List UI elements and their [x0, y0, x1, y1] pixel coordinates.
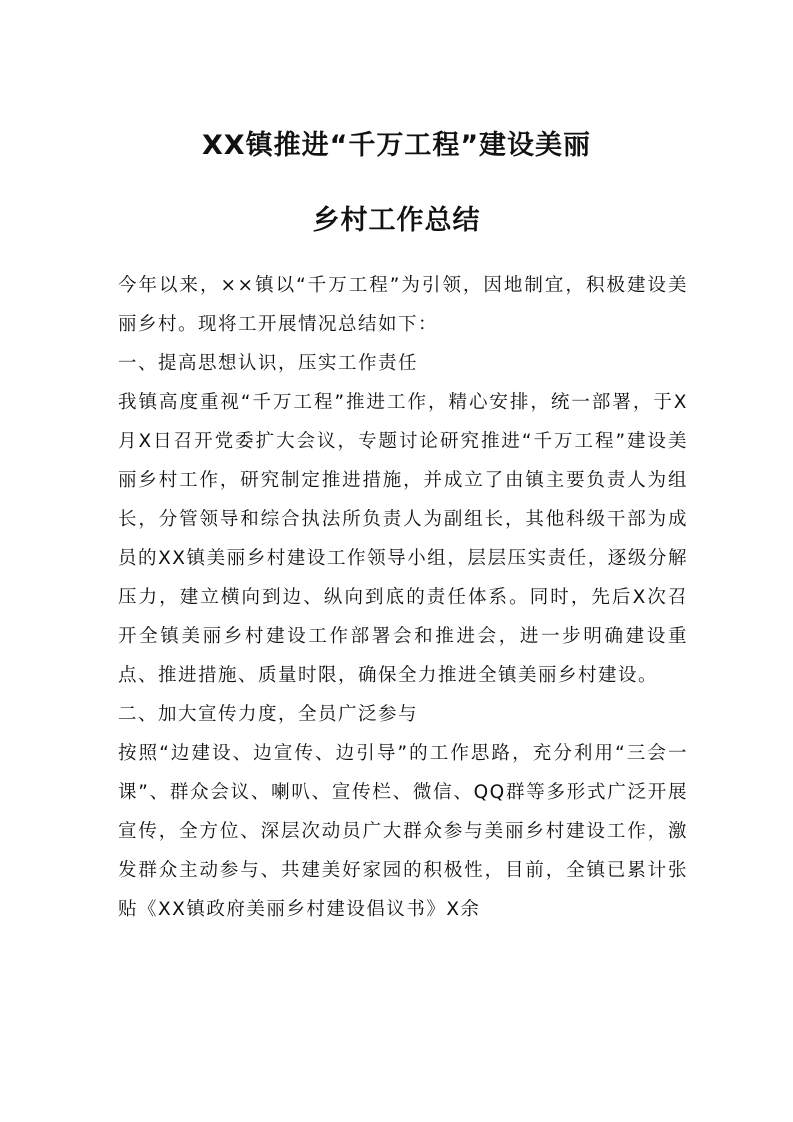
intro-paragraph: 今年以来，××镇以“千万工程”为引领，因地制宜，积极建设美丽乡村。现将工开展情况总结如下：	[118, 275, 688, 335]
section-2-paragraph: 按照“边建设、边宣传、边引导”的工作思路，充分利用“三会一课”、群众会议、喇叭、宣传栏、微信、QQ群等多形式广泛开展宣传，全方位、深层次动员广大群众参与美丽乡村建设工作，激发群众主动参与、共建美好家园的积极性，目前，全镇已累计张贴《XX镇政府美丽乡村建设倡议书》X余	[118, 743, 688, 920]
document-title-line-1: XX镇推进“千万工程”建设美丽	[201, 130, 592, 161]
document-title-line-2: 乡村工作总结	[312, 205, 481, 236]
document-body	[118, 266, 688, 929]
section-2-heading: 二、加大宣传力度，全员广泛参与	[118, 704, 419, 725]
section-1-heading: 一、提高思想认识，压实工作责任	[118, 353, 419, 374]
section-1-paragraph: 我镇高度重视“千万工程”推进工作，精心安排，统一部署，于X月X日召开党委扩大会议，专题讨论研究推进“千万工程”建设美丽乡村工作，研究制定推进措施，并成立了由镇主要负责人为组长，分管领导和综合执法所负责人为副组长，其他科级干部为成员的XX镇美丽乡村建设工作领导小组，层层压实责任，逐级分解压力，建立横向到边、纵向到底的责任体系。同时，先后X次召开全镇美丽乡村建设工作部署会和推进会，进一步明确建设重点、推进措施、质量时限，确保全力推进全镇美丽乡村建设。	[118, 392, 688, 686]
